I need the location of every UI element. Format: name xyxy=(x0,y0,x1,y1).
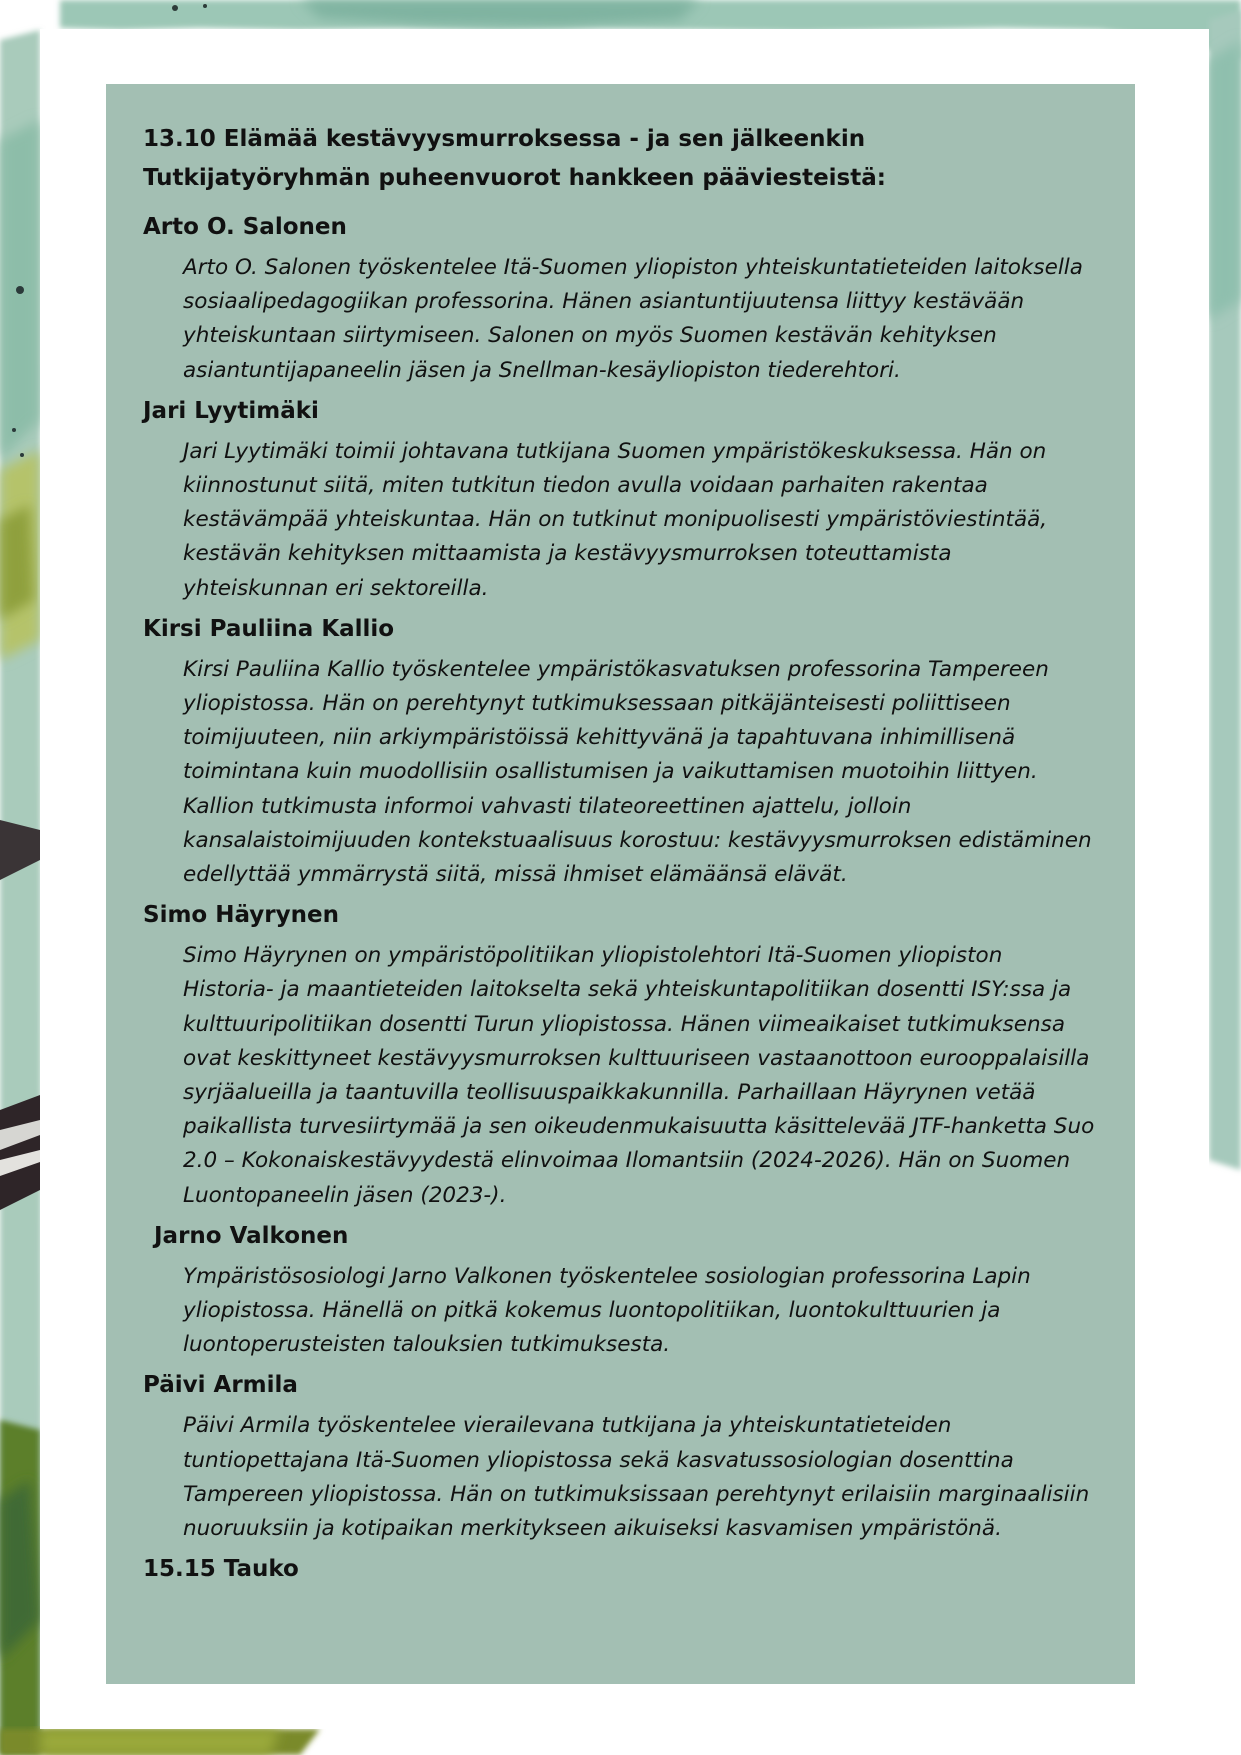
speaker-entry xyxy=(143,612,1099,892)
speaker-name: Jari Lyytimäki xyxy=(143,397,319,424)
speaker-bio: Päivi Armila työskentelee vierailevana tutkijana ja yhteiskuntatieteiden tuntiopettajana Itä-Suomen yliopistossa sekä kasvatussosiologian dosenttina Tampereen yliopistossa. Hän on tutkimuksissaan perehtynyt erilaisiin marginaalisiin nuoruuksiin ja kotipaikan merkitykseen aikuiseksi kasvamisen ympäristönä. xyxy=(183,1413,1090,1542)
break-label: 15.15 Tauko xyxy=(143,1556,299,1583)
speaker-bio: Ympäristösosiologi Jarno Valkonen työskentelee sosiologian professorina Lapin yliopistossa. Hänellä on pitkä kokemus luontopolitiikan, luontokulttuurien ja luontoperusteisten talouksien tutkimuksesta. xyxy=(183,1263,1031,1358)
speaker-entry xyxy=(143,1368,1099,1546)
speaker-name: Päivi Armila xyxy=(143,1372,298,1399)
program-panel xyxy=(106,84,1135,1684)
speaker-name: Simo Häyrynen xyxy=(143,902,339,929)
speaker-entry xyxy=(143,1219,1099,1363)
speaker-entry xyxy=(143,394,1099,606)
speaker-name: Kirsi Pauliina Kallio xyxy=(143,615,395,642)
speaker-name: Jarno Valkonen xyxy=(154,1222,349,1249)
session-title: 13.10 Elämää kestävyysmurroksessa - ja sen jälkeenkin xyxy=(143,126,866,152)
speaker-bio: Kirsi Pauliina Kallio työskentelee ympäristökasvatuksen professorina Tampereen yliopistossa. Hän on perehtynyt tutkimuksessaan pitkäjänteisesti poliittiseen toimijuuteen, niin arkiympäristöissä kehittyvänä ja tapahtuvana inhimillisenä toimintana kuin muodollisiin osallistumisen ja vaikuttamisen muotoihin liittyen. Kallion tutkimusta informoi vahvasti tilateoreettinen ajattelu, jolloin kansalaistoimijuuden kontekstuaalisuus korostuu: kestävyysmurroksen edistäminen edellyttää ymmärrystä siitä, missä ihmiset elämäänsä elävät. xyxy=(183,656,1092,888)
speaker-bio: Jari Lyytimäki toimii johtavana tutkijana Suomen ympäristökeskuksessa. Hän on kiinnostunut siitä, miten tutkitun tiedon avulla voidaan parhaiten rakentaa kestävämpää yhteiskuntaa. Hän on tutkinut monipuolisesti ympäristöviestintää, kestävän kehityksen mittaamista ja kestävyysmurroksen toteuttamista yhteiskunnan eri sektoreilla. xyxy=(183,438,1048,601)
speaker-bio: Arto O. Salonen työskentelee Itä-Suomen yliopiston yhteiskuntatieteiden laitoksella sosiaalipedagogiikan professorina. Hänen asiantuntijuutensa liittyy kestävään yhteiskuntaan siirtymiseen. Salonen on myös Suomen kestävän kehityksen asiantuntijapaneelin jäsen ja Snellman-kesäyliopiston tiederehtori. xyxy=(183,255,1083,383)
speaker-entry xyxy=(143,898,1099,1213)
speaker-entry xyxy=(143,210,1099,388)
speaker-bio: Simo Häyrynen on ympäristöpolitiikan yliopistolehtori Itä-Suomen yliopiston Historia- ja maantieteiden laitokselta sekä yhteiskuntapolitiikan dosentti ISY:ssa ja kulttuuripolitiikan dosentti Turun yliopistossa. Hänen viimeaikaiset tutkimuksensa ovat keskittyneet kestävyysmurroksen kulttuuriseen vastaanottoon eurooppalaisilla syrjäalueilla ja taantuvilla teollisuuspaikkakunnilla. Parhaillaan Häyrynen vetää paikallista turvesiirtymää ja sen oikeudenmukaisuutta käsittelevää JTF-hanketta Suo 2.0 – Kokonaiskestävyydestä elinvoimaa Ilomantsiin (2024-2026). Hän on Suomen Luontopaneelin jäsen (2023-). xyxy=(183,943,1095,1208)
session-subtitle: Tutkijatyöryhmän puheenvuorot hankkeen pääviesteistä: xyxy=(143,165,886,191)
speaker-name: Arto O. Salonen xyxy=(143,214,347,240)
